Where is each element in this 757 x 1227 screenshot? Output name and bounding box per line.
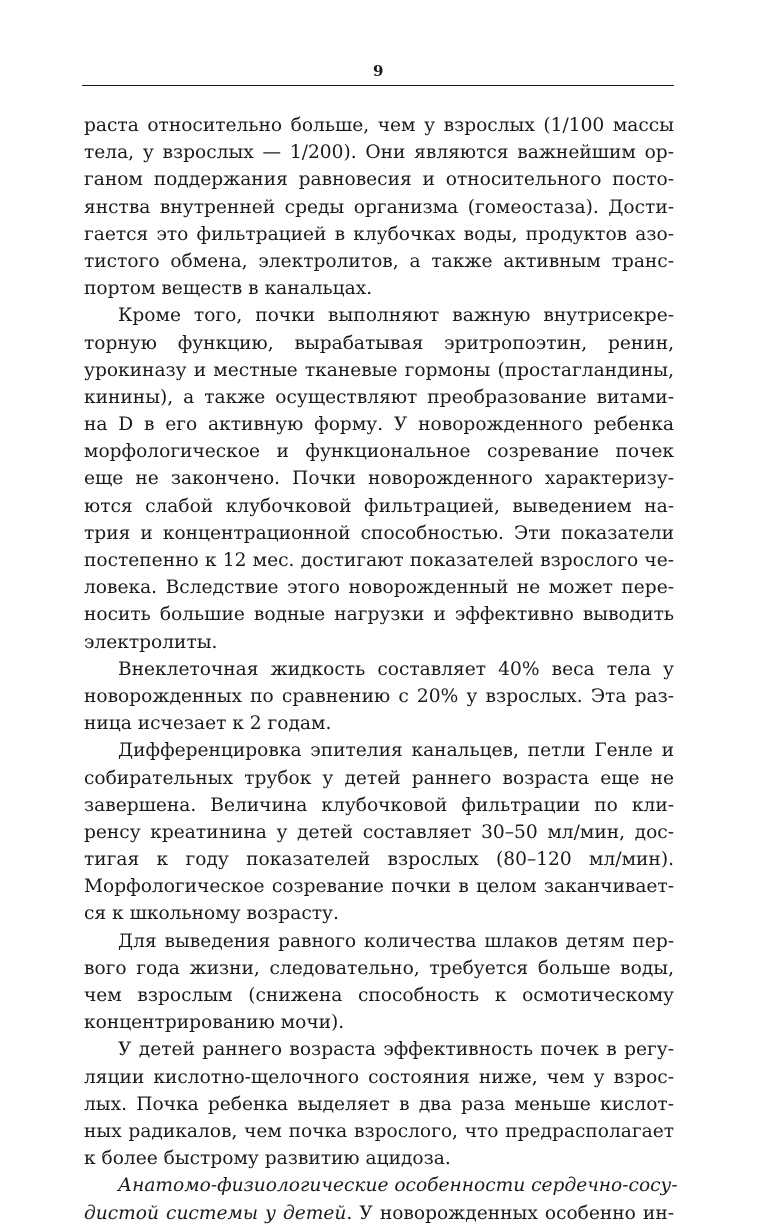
paragraph-2: [84, 302, 674, 655]
text-line: ляции кислотно-щелочного состояния ниже, чем у взрос-: [84, 1066, 674, 1088]
text-run: . У новорожденных особенно ин-: [346, 1202, 674, 1224]
text-line: тистого обмена, электролитов, а также активным транс-: [84, 250, 674, 272]
text-line: чем взрослым (снижена способность к осмотическому: [84, 985, 674, 1006]
text-line: У детей раннего возраста эффективность почек в регу-: [118, 1039, 674, 1061]
text-line: еще не закончено. Почки новорожденного характеризу-: [84, 468, 674, 490]
text-line: ных радикалов, чем почка взрослого, что предрасполагает: [84, 1120, 674, 1142]
text-line: урокиназу и местные тканевые гормоны (простагландины,: [84, 359, 674, 381]
paragraph-5: [84, 928, 674, 1037]
text-line: носить большие водные нагрузки и эффективно выводить: [84, 604, 674, 626]
text-line: Дифференцировка эпителия канальцев, петли Генле и: [118, 740, 674, 762]
text-line: постепенно к 12 мес. достигают показателей взрослого че-: [84, 550, 674, 571]
text-line: завершена. Величина клубочковой фильтрации по кли-: [84, 794, 674, 816]
text-line: торную функцию, вырабатывая эритропоэтин, ренин,: [84, 332, 674, 354]
text-line: ганом поддержания равновесия и относительного посто-: [84, 169, 674, 191]
text-line: ся к школьному возрасту.: [84, 903, 339, 925]
text-line: вого года жизни, следовательно, требуется больше воды,: [84, 957, 674, 979]
paragraph-4: [84, 737, 674, 927]
paragraph-1: [84, 112, 674, 302]
text-line: морфологическое и функциональное созревание почек: [84, 441, 674, 463]
text-line: электролиты.: [84, 631, 218, 653]
text-line: кинины), а также осуществляют преобразование витами-: [84, 386, 674, 408]
text-line: к более быстрому развитию ацидоза.: [84, 1148, 451, 1170]
paragraph-6: [84, 1036, 674, 1172]
paragraph-7: [84, 1172, 678, 1226]
section-heading-italic: Анатомо-физиологические особенности сердечно-сосу-: [118, 1175, 678, 1197]
text-line: трия и концентрационной способностью. Эти показатели: [84, 522, 674, 544]
text-line: на D в его активную форму. У новорожденного ребенка: [84, 414, 674, 436]
text-line: концентрированию мочи).: [84, 1012, 345, 1034]
text-line: тигая к году показателей взрослых (80–120 мл/мин).: [84, 849, 674, 871]
text-line: тела, у взрослых — 1/200). Они являются важнейшим ор-: [84, 142, 674, 164]
text-line: ренсу креатинина у детей составляет 30–50 мл/мин, дос-: [84, 821, 674, 843]
text-line: Внеклеточная жидкость составляет 40% веса тела у: [118, 658, 674, 680]
text-line: Для выведения равного количества шлаков детям пер-: [118, 930, 674, 952]
text-line: новорожденных по сравнению с 20% у взрослых. Эта раз-: [84, 685, 674, 707]
header-rule: [82, 85, 674, 86]
section-heading-italic: дистой системы у детей: [84, 1202, 347, 1224]
body-text: [84, 112, 678, 1227]
text-line: портом веществ в канальцах.: [84, 278, 373, 300]
text-line: раста относительно больше, чем у взрослых (1/100 массы: [84, 115, 674, 136]
text-line: ются слабой клубочковой фильтрацией, выведением на-: [84, 495, 674, 517]
text-line: Морфологическое созревание почки в целом заканчивает-: [84, 876, 674, 898]
text-line: [84, 1172, 678, 1199]
text-line: ловека. Вследствие этого новорожденный не может пере-: [84, 577, 674, 599]
paragraph-3: [84, 656, 674, 738]
text-line: янства внутренней среды организма (гомеостаза). Дости-: [84, 196, 674, 218]
text-line: собирательных трубок у детей раннего возраста еще не: [84, 767, 674, 789]
text-line: Кроме того, почки выполняют важную внутрисекре-: [118, 305, 674, 327]
text-line: [84, 1200, 674, 1227]
text-line: ница исчезает к 2 годам.: [84, 713, 332, 735]
page-number: 9: [373, 62, 384, 80]
text-line: гается это фильтрацией в клубочках воды, продуктов азо-: [84, 223, 674, 245]
text-line: лых. Почка ребенка выделяет в два раза меньше кислот-: [84, 1093, 674, 1115]
